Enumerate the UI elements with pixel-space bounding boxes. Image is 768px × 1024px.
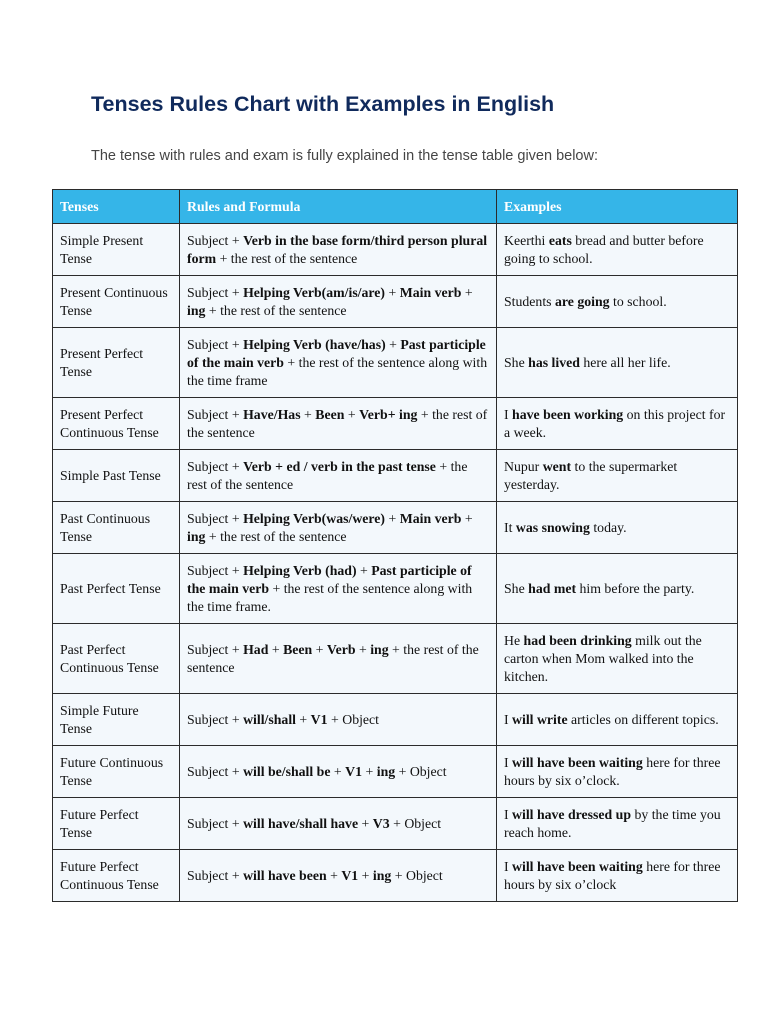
rule-text: Subject + — [187, 458, 244, 474]
tense-name-cell: Past Perfect Continuous Tense — [53, 624, 180, 694]
rule-text: + the rest of the sentence — [216, 250, 358, 266]
example-bold-text: are going — [554, 293, 610, 309]
example-text: I — [504, 406, 513, 422]
column-header-tenses: Tenses — [53, 190, 180, 224]
example-text: I — [504, 754, 513, 770]
rule-text: + the rest of the sentence along with the time frame. — [187, 580, 473, 614]
rule-cell — [180, 224, 497, 276]
rule-text: + — [355, 641, 371, 657]
example-text: Keerthi — [504, 232, 549, 248]
rule-text: + — [295, 711, 311, 727]
table-header — [53, 190, 738, 224]
example-bold-text: was snowing — [515, 519, 590, 535]
example-text: today. — [589, 519, 627, 535]
rule-text: + the rest of the sentence — [205, 302, 347, 318]
rule-bold-text: Past participle of the main verb — [187, 336, 486, 370]
tense-name-cell: Simple Future Tense — [53, 694, 180, 746]
tense-name-cell: Simple Present Tense — [53, 224, 180, 276]
rule-cell — [180, 276, 497, 328]
example-text: I — [504, 858, 513, 874]
rule-bold-text: V1 — [341, 867, 359, 883]
rule-text: Subject + — [187, 406, 244, 422]
rule-bold-text: V1 — [310, 711, 328, 727]
table-row — [53, 746, 738, 798]
rule-text: + the rest of the sentence — [187, 458, 468, 492]
table-row — [53, 502, 738, 554]
intro-text: The tense with rules and exam is fully explained in the tense table given below: — [91, 148, 598, 164]
column-header-rules: Rules and Formula — [180, 190, 497, 224]
rule-bold-text: Have/Has — [243, 406, 301, 422]
rule-text: + — [461, 510, 473, 526]
example-text: I — [504, 711, 513, 727]
rule-cell — [180, 502, 497, 554]
rule-text: + — [330, 763, 346, 779]
example-text: by the time you reach home. — [504, 806, 721, 840]
example-text: bread and butter before going to school. — [504, 232, 704, 266]
example-text: He — [504, 632, 524, 648]
rule-bold-text: Been — [283, 641, 313, 657]
example-cell — [497, 798, 738, 850]
table-row — [53, 224, 738, 276]
rule-text: + Object — [389, 815, 442, 831]
example-text: Nupur — [504, 458, 543, 474]
tenses-table — [52, 189, 738, 902]
rule-bold-text: will be/shall be — [243, 763, 331, 779]
rule-text: + Object — [327, 711, 380, 727]
rule-bold-text: ing — [376, 763, 396, 779]
rule-text: + Object — [391, 867, 443, 883]
table-row — [53, 694, 738, 746]
rule-bold-text: Main verb — [399, 284, 462, 300]
rule-text: + the rest of the sentence — [187, 641, 479, 675]
rule-text: Subject + — [187, 336, 244, 352]
rule-bold-text: Helping Verb(am/is/are) — [243, 284, 386, 300]
example-text: him before the party. — [576, 580, 695, 596]
rule-cell — [180, 746, 497, 798]
rule-text: + the rest of the sentence — [187, 406, 488, 440]
example-cell — [497, 850, 738, 902]
example-text: to school. — [609, 293, 667, 309]
rule-bold-text: Helping Verb (had) — [243, 562, 357, 578]
example-bold-text: had been drinking — [523, 632, 632, 648]
rule-text: + — [362, 763, 377, 779]
tense-name-cell: Simple Past Tense — [53, 450, 180, 502]
rule-bold-text: Verb in the base form/third person plural form — [187, 232, 488, 266]
rule-text: + — [326, 867, 342, 883]
tense-name-cell: Future Perfect Tense — [53, 798, 180, 850]
rule-text: Subject + — [187, 711, 244, 727]
rule-text: + — [461, 284, 473, 300]
rule-bold-text: ing — [370, 641, 389, 657]
example-bold-text: will write — [512, 711, 568, 727]
rule-cell — [180, 554, 497, 624]
example-bold-text: has lived — [528, 354, 580, 370]
rule-cell — [180, 850, 497, 902]
example-text: Students — [504, 293, 555, 309]
rule-text: + — [344, 406, 360, 422]
example-bold-text: have been working — [512, 406, 624, 422]
rule-text: Subject + — [187, 641, 244, 657]
example-bold-text: will have been waiting — [512, 754, 643, 770]
column-header-examples: Examples — [497, 190, 738, 224]
rule-text: Subject + — [187, 763, 244, 779]
rule-bold-text: will have/shall have — [243, 815, 359, 831]
example-cell — [497, 502, 738, 554]
table-row — [53, 850, 738, 902]
example-text: articles on different topics. — [567, 711, 719, 727]
rule-bold-text: will have been — [243, 867, 327, 883]
tense-name-cell: Present Perfect Continuous Tense — [53, 398, 180, 450]
example-text: on this project for a week. — [504, 406, 726, 440]
rule-text: Subject + — [187, 232, 244, 248]
rule-cell — [180, 694, 497, 746]
example-bold-text: will have dressed up — [512, 806, 632, 822]
rule-bold-text: will/shall — [243, 711, 296, 727]
example-text: She — [504, 580, 529, 596]
example-text: She — [504, 354, 529, 370]
table-row — [53, 554, 738, 624]
rule-text: Subject + — [187, 867, 244, 883]
rule-cell — [180, 398, 497, 450]
rule-text: + — [356, 562, 372, 578]
rule-bold-text: Had — [243, 641, 269, 657]
rule-bold-text: V1 — [345, 763, 363, 779]
table-row — [53, 798, 738, 850]
table-row — [53, 328, 738, 398]
rule-cell — [180, 798, 497, 850]
table-row — [53, 398, 738, 450]
tense-name-cell: Future Perfect Continuous Tense — [53, 850, 180, 902]
rule-text: + the rest of the sentence — [205, 528, 347, 544]
rule-bold-text: V3 — [372, 815, 390, 831]
example-bold-text: will have been waiting — [512, 858, 643, 874]
table-header-row — [53, 190, 738, 224]
example-text: I — [504, 806, 513, 822]
rule-bold-text: Verb+ ing — [359, 406, 418, 422]
example-text: here for three hours by six o’clock — [504, 858, 721, 892]
rule-bold-text: Been — [315, 406, 345, 422]
rule-text: Subject + — [187, 562, 244, 578]
table-row — [53, 276, 738, 328]
example-cell — [497, 554, 738, 624]
table-row — [53, 450, 738, 502]
table-row — [53, 624, 738, 694]
rule-text: + — [385, 336, 401, 352]
example-text: It — [504, 519, 516, 535]
tense-name-cell: Past Continuous Tense — [53, 502, 180, 554]
rule-text: + — [358, 867, 373, 883]
rule-bold-text: Helping Verb(was/were) — [243, 510, 386, 526]
rule-text: + — [300, 406, 316, 422]
rule-bold-text: Verb — [326, 641, 356, 657]
example-bold-text: had met — [528, 580, 577, 596]
example-cell — [497, 450, 738, 502]
tense-name-cell: Past Perfect Tense — [53, 554, 180, 624]
rule-bold-text: ing — [187, 302, 206, 318]
rule-text: Subject + — [187, 284, 244, 300]
example-cell — [497, 328, 738, 398]
rule-cell — [180, 450, 497, 502]
example-cell — [497, 694, 738, 746]
rule-bold-text: ing — [372, 867, 392, 883]
rule-bold-text: Verb + ed / verb in the past tense — [243, 458, 436, 474]
rule-text: + — [358, 815, 373, 831]
tense-name-cell: Present Continuous Tense — [53, 276, 180, 328]
page-title: Tenses Rules Chart with Examples in English — [91, 92, 555, 116]
rule-bold-text: Past participle of the main verb — [187, 562, 472, 596]
example-text: to the supermarket yesterday. — [504, 458, 678, 492]
rule-text: + — [268, 641, 284, 657]
example-text: here for three hours by six o’clock. — [504, 754, 721, 788]
example-cell — [497, 624, 738, 694]
rule-bold-text: Helping Verb (have/has) — [243, 336, 386, 352]
rule-text: + — [385, 510, 400, 526]
example-text: here all her life. — [579, 354, 671, 370]
example-cell — [497, 746, 738, 798]
example-cell — [497, 224, 738, 276]
rule-cell — [180, 624, 497, 694]
rule-text: + Object — [395, 763, 447, 779]
table-body — [53, 224, 738, 902]
rule-text: + — [385, 284, 400, 300]
example-cell — [497, 398, 738, 450]
example-cell — [497, 276, 738, 328]
rule-text: + the rest of the sentence along with the time frame — [187, 354, 488, 388]
example-bold-text: eats — [548, 232, 572, 248]
rule-text: Subject + — [187, 510, 244, 526]
tense-name-cell: Future Continuous Tense — [53, 746, 180, 798]
rule-cell — [180, 328, 497, 398]
rule-bold-text: ing — [187, 528, 206, 544]
example-bold-text: went — [542, 458, 572, 474]
rule-text: + — [312, 641, 327, 657]
example-text: milk out the carton when Mom walked into the kitchen. — [504, 632, 702, 684]
tense-name-cell: Present Perfect Tense — [53, 328, 180, 398]
rule-text: Subject + — [187, 815, 244, 831]
rule-bold-text: Main verb — [399, 510, 462, 526]
